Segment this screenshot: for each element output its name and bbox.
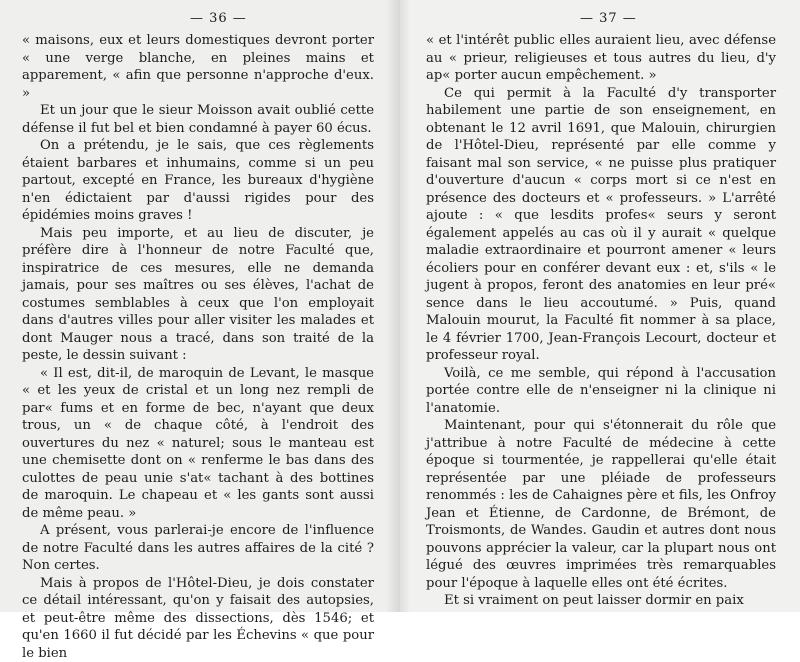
paragraph: Voilà, ce me semble, qui répond à l'accusation portée contre elle de n'enseigner ni la clinique ni l'anatomie. <box>426 365 776 418</box>
left-page <box>0 0 400 612</box>
right-page-text <box>426 32 776 610</box>
quoted-passage: « Il est, dit-il, de maroquin de Levant, le masque « et les yeux de cristal et un long nez rempli de par« fums et en forme de bec, n'ayant que deux trous, un « de chaque côté, à l'endroit des ouvertures du nez « naturel; sous le manteau est une chemisette dont on « renferme le bas dans des culottes de peau unie s'at« tachant à des bottines de maroquin. Le chapeau et « les gants sont aussi de même peau. » <box>22 365 374 523</box>
page-number-left: — 36 — <box>190 11 247 26</box>
paragraph: On a prétendu, je le sais, que ces règlements étaient barbares et inhumains, comme si un peu partout, excepté en France, les bureaux d'hygiène n'en édictaient par d'aussi rigides pour des épidémies moins graves ! <box>22 137 374 225</box>
left-page-text <box>22 32 374 662</box>
paragraph: Mais peu importe, et au lieu de discuter, je préfère dire à l'honneur de notre Faculté que, inspiratrice de ces mesures, elle ne demanda jamais, pour ses maîtres ou ses élèves, l'achat de costumes semblables à ceux que l'on employait dans d'autres villes pour aller visiter les malades et dont Mauger nous a tracé, dans son traité de la peste, le dessin suivant : <box>22 225 374 365</box>
paragraph: Et si vraiment on peut laisser dormir en paix <box>426 592 776 610</box>
paragraph: Maintenant, pour qui s'étonnerait du rôle que j'attribue à notre Faculté de médecine à cette époque si tourmentée, je rappellerai qu'elle était représentée par une pléiade de professeurs renommés : les de Cahaignes père et fils, les Onfroy Jean et Étienne, de Cardonne, de Brémont, de Troismonts, de Wandes. Gaudin et autres dont nous pouvons apprécier la valeur, car la plupart nous ont légué des œuvres imprimées très remarquables pour l'époque à laquelle elles ont été écrites. <box>426 417 776 592</box>
paragraph: A présent, vous parlerai-je encore de l'influence de notre Faculté dans les autres affaires de la cité ? Non certes. <box>22 522 374 575</box>
page-number-right: — 37 — <box>580 11 637 26</box>
paragraph: Mais à propos de l'Hôtel-Dieu, je dois constater ce détail intéressant, qu'on y faisait des autopsies, et peut-être même des dissections, dès 1546; et qu'en 1660 il fut décidé par les Échevins « que pour le bien <box>22 575 374 662</box>
paragraph: Ce qui permit à la Faculté d'y transporter habilement une partie de son enseignement, en obtenant le 12 avril 1691, que Malouin, chirurgien de l'Hôtel-Dieu, représenté par elle comme y faisant mal son service, « ne puisse plus pratiquer d'ouverture d'aucun « corps mort si ce n'est en présence des docteurs et « professeurs. » L'arrêté ajoute : « que lesdits profes« seurs y seront également appelés au cas où il y aurait « quelque maladie extraordinaire et pourront amener « leurs écoliers pour en conférer devant eux : et, s'ils « le jugent à propos, feront des anatomies en leur pré« sence dans le lieu accoutumé. » Puis, quand Malouin mourut, la Faculté fit nommer à sa place, le 4 février 1700, Jean-François Lecourt, docteur et professeur royal. <box>426 85 776 365</box>
paragraph: « maisons, eux et leurs domestiques devront porter « une verge blanche, en pleines mains et apparement, « afin que personne n'approche d'eux. » <box>22 32 374 102</box>
paragraph: « et l'intérêt public elles auraient lieu, avec défense au « prieur, religieuses et tous autres du lieu, d'y ap« porter aucun empêchement. » <box>426 32 776 85</box>
right-page <box>400 0 800 612</box>
paragraph: Et un jour que le sieur Moisson avait oublié cette défense il fut bel et bien condamné à payer 60 écus. <box>22 102 374 137</box>
